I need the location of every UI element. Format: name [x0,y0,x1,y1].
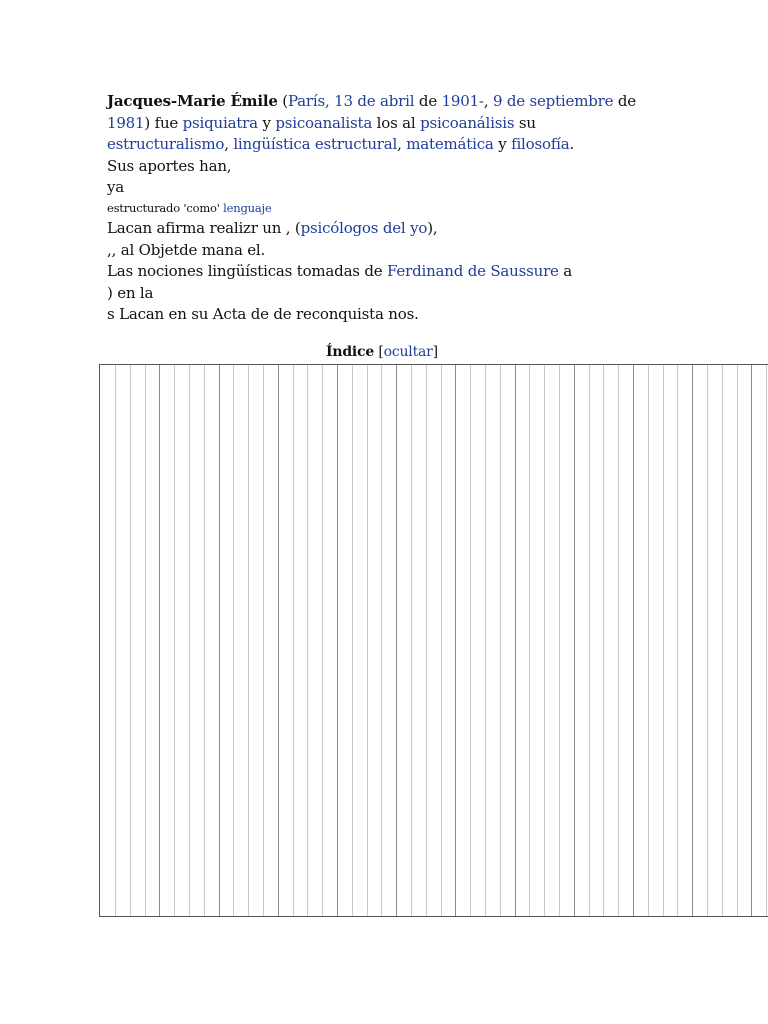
text-segment: de [613,92,636,110]
text-segment: , [483,92,493,110]
text-segment: ( [277,92,288,110]
paragraph-line-3 [107,134,667,156]
link-linguistica-estructural[interactable]: lingüística estructural [233,135,398,154]
paragraph-line-6 [107,199,667,218]
link-lenguaje[interactable]: lenguaje [223,200,272,215]
link-psicoanalisis[interactable]: psicoanálisis [420,113,515,132]
toc-toggle-bracket-open: [ [378,344,384,360]
toc-hide-link[interactable]: ocultar [383,344,433,360]
text-segment: su [514,113,536,132]
text-segment: , [224,135,234,154]
text-segment: ), [427,218,438,237]
link-paris[interactable]: París, [287,92,330,110]
text-segment: , [397,135,407,154]
link-estructuralismo[interactable]: estructuralismo [107,135,225,154]
link-death-year[interactable]: 1981 [107,113,145,132]
link-psicoanalista[interactable]: psicoanalista [275,113,373,132]
paragraph-line-1 [107,91,667,113]
paragraph-line-11: s Lacan en su Acta de de reconquista nos. [107,305,419,324]
text-segment: . [569,135,575,154]
text-segment: ) fue [144,113,183,132]
paragraph-line-8: ,, al Objetde mana el. [107,240,266,259]
person-name: Jacques-Marie Émile [107,92,278,110]
paragraph-line-5: ya [107,178,125,197]
text-segment: de [414,92,442,110]
link-death-date[interactable]: 9 de septiembre [492,92,614,110]
link-filosofia[interactable]: filosofía [511,135,570,154]
paragraph-line-7 [107,218,667,240]
paragraph-line-9 [107,261,667,283]
link-birth-year[interactable]: 1901- [441,92,484,110]
link-psiquiatra[interactable]: psiquiatra [182,113,258,132]
toc-table-grid [99,364,768,917]
link-birth-date[interactable]: 13 de abril [334,92,415,110]
text-segment: estructurado 'como' [107,200,224,215]
text-segment: y [493,135,512,154]
paragraph-line-10: ) en la [107,283,154,302]
toc-toggle-bracket-close: ] [432,344,438,360]
text-segment: Las nociones lingüísticas tomadas de [107,262,388,281]
text-segment: a [558,262,573,281]
link-matematica[interactable]: matemática [406,135,494,154]
paragraph-line-4: Sus aportes han, [107,156,232,175]
toc-heading [326,344,438,360]
grid-lines [100,365,768,917]
text-segment: y [257,113,276,132]
toc-title: Índice [326,344,375,360]
link-ferdinand-de-saussure[interactable]: Ferdinand de Saussure [387,262,559,281]
text-segment: Lacan afirma realizr un , ( [107,218,301,237]
intro-paragraph [107,91,667,326]
link-psicologos-del-yo[interactable]: psicólogos del yo [300,218,428,237]
text-segment: los al [372,113,421,132]
paragraph-line-2 [107,113,667,135]
